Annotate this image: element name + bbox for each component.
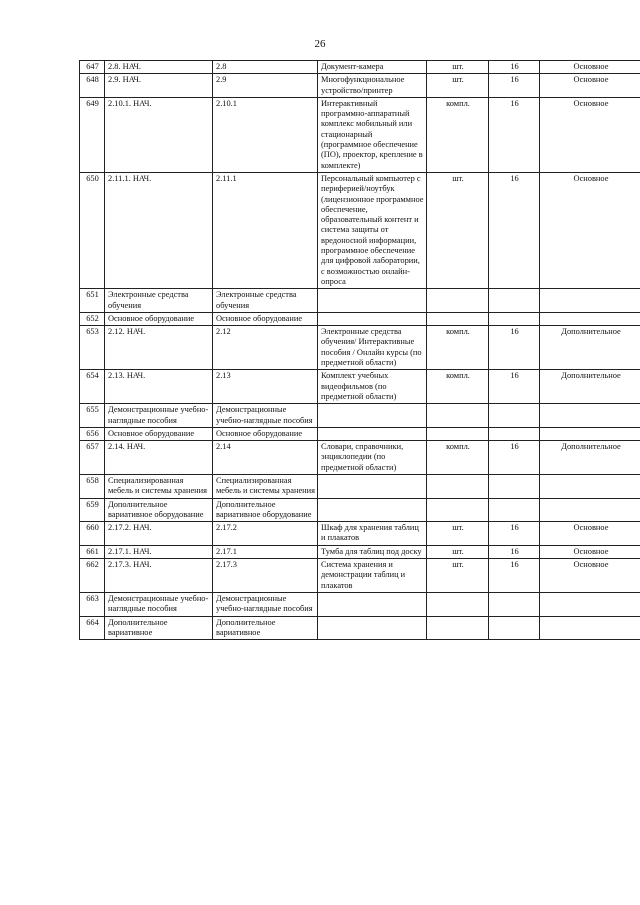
row-number-cell: 654 xyxy=(80,370,105,404)
quantity-cell xyxy=(489,474,540,498)
item-name-cell: Словари, справочники, энциклопедии (по предметной области) xyxy=(318,441,427,475)
row-number-cell: 661 xyxy=(80,545,105,558)
row-number-cell: 663 xyxy=(80,592,105,616)
row-number-cell: 653 xyxy=(80,326,105,370)
equipment-type-cell: Дополнительное xyxy=(540,326,640,370)
table-row xyxy=(80,474,640,498)
reference-cell: Специализированная мебель и системы хранения xyxy=(213,474,318,498)
row-number-cell: 650 xyxy=(80,172,105,288)
reference-cell: 2.17.3 xyxy=(213,559,318,593)
table-row xyxy=(80,616,640,640)
row-number-cell: 658 xyxy=(80,474,105,498)
quantity-cell xyxy=(489,427,540,440)
code-cell: 2.10.1. НАЧ. xyxy=(105,97,213,172)
reference-cell: 2.13 xyxy=(213,370,318,404)
table-row xyxy=(80,289,640,313)
item-name-cell: Документ-камера xyxy=(318,61,427,74)
code-cell: Электронные средства обучения xyxy=(105,289,213,313)
page-number: 26 xyxy=(314,38,326,50)
row-number-cell: 647 xyxy=(80,61,105,74)
code-cell: Дополнительное вариативное оборудование xyxy=(105,498,213,522)
quantity-cell: 16 xyxy=(489,522,540,546)
table-row xyxy=(80,370,640,404)
code-cell: Демонстрационные учебно-наглядные пособия xyxy=(105,592,213,616)
equipment-type-cell: Дополнительное xyxy=(540,370,640,404)
quantity-cell xyxy=(489,498,540,522)
reference-cell: Дополнительное вариативное оборудование xyxy=(213,498,318,522)
table-row xyxy=(80,427,640,440)
unit-cell: компл. xyxy=(427,97,489,172)
table-row xyxy=(80,441,640,475)
code-cell: 2.17.2. НАЧ. xyxy=(105,522,213,546)
equipment-type-cell xyxy=(540,592,640,616)
code-cell: Основное оборудование xyxy=(105,312,213,325)
item-name-cell xyxy=(318,616,427,640)
reference-cell: Основное оборудование xyxy=(213,312,318,325)
reference-cell: Демонстрационные учебно-наглядные пособия xyxy=(213,592,318,616)
unit-cell xyxy=(427,289,489,313)
row-number-cell: 649 xyxy=(80,97,105,172)
reference-cell: Основное оборудование xyxy=(213,427,318,440)
quantity-cell: 16 xyxy=(489,97,540,172)
equipment-type-cell xyxy=(540,404,640,428)
code-cell: Демонстрационные учебно-наглядные пособия xyxy=(105,404,213,428)
item-name-cell: Персональный компьютер с периферией/ноутбук (лицензионное программное обеспечение, образовательный контент и система защиты от вредоносной информации, программное обеспечение для цифровой лаборатории, с возможностью онлайн-опроса xyxy=(318,172,427,288)
code-cell: 2.13. НАЧ. xyxy=(105,370,213,404)
quantity-cell xyxy=(489,312,540,325)
code-cell: Основное оборудование xyxy=(105,427,213,440)
reference-cell: Дополнительное вариативное xyxy=(213,616,318,640)
quantity-cell xyxy=(489,616,540,640)
equipment-type-cell xyxy=(540,289,640,313)
row-number-cell: 652 xyxy=(80,312,105,325)
equipment-table xyxy=(79,60,640,640)
item-name-cell xyxy=(318,498,427,522)
row-number-cell: 656 xyxy=(80,427,105,440)
equipment-type-cell xyxy=(540,427,640,440)
quantity-cell xyxy=(489,289,540,313)
unit-cell xyxy=(427,498,489,522)
unit-cell: шт. xyxy=(427,545,489,558)
table-row xyxy=(80,404,640,428)
item-name-cell xyxy=(318,289,427,313)
quantity-cell: 16 xyxy=(489,74,540,98)
item-name-cell xyxy=(318,312,427,325)
equipment-type-cell xyxy=(540,498,640,522)
equipment-type-cell xyxy=(540,616,640,640)
code-cell: 2.17.3. НАЧ. xyxy=(105,559,213,593)
reference-cell: 2.17.1 xyxy=(213,545,318,558)
table-body xyxy=(80,61,640,640)
table-row xyxy=(80,74,640,98)
quantity-cell: 16 xyxy=(489,545,540,558)
item-name-cell: Интерактивный программно-аппаратный комплекс мобильный или стационарный (программное обеспечение (ПО), проектор, крепление в комплекте) xyxy=(318,97,427,172)
unit-cell xyxy=(427,592,489,616)
equipment-type-cell: Основное xyxy=(540,97,640,172)
unit-cell xyxy=(427,312,489,325)
row-number-cell: 655 xyxy=(80,404,105,428)
unit-cell: компл. xyxy=(427,370,489,404)
equipment-type-cell: Основное xyxy=(540,545,640,558)
unit-cell xyxy=(427,404,489,428)
reference-cell: 2.14 xyxy=(213,441,318,475)
item-name-cell: Многофункциональное устройство/принтер xyxy=(318,74,427,98)
quantity-cell: 16 xyxy=(489,61,540,74)
equipment-type-cell xyxy=(540,312,640,325)
table-row xyxy=(80,545,640,558)
unit-cell: компл. xyxy=(427,326,489,370)
reference-cell: 2.8 xyxy=(213,61,318,74)
code-cell: 2.12. НАЧ. xyxy=(105,326,213,370)
reference-cell: Демонстрационные учебно-наглядные пособия xyxy=(213,404,318,428)
unit-cell: шт. xyxy=(427,559,489,593)
row-number-cell: 662 xyxy=(80,559,105,593)
unit-cell: шт. xyxy=(427,74,489,98)
reference-cell: 2.10.1 xyxy=(213,97,318,172)
code-cell: 2.9. НАЧ. xyxy=(105,74,213,98)
unit-cell: компл. xyxy=(427,441,489,475)
table-row xyxy=(80,312,640,325)
code-cell: 2.11.1. НАЧ. xyxy=(105,172,213,288)
quantity-cell: 16 xyxy=(489,559,540,593)
reference-cell: 2.9 xyxy=(213,74,318,98)
table-row xyxy=(80,97,640,172)
item-name-cell xyxy=(318,404,427,428)
quantity-cell xyxy=(489,404,540,428)
row-number-cell: 648 xyxy=(80,74,105,98)
item-name-cell: Комплект учебных видеофильмов (по предметной области) xyxy=(318,370,427,404)
table-row xyxy=(80,172,640,288)
quantity-cell: 16 xyxy=(489,172,540,288)
code-cell: Специализированная мебель и системы хранения xyxy=(105,474,213,498)
equipment-type-cell xyxy=(540,474,640,498)
table-row xyxy=(80,522,640,546)
table-row xyxy=(80,61,640,74)
table-row xyxy=(80,498,640,522)
row-number-cell: 659 xyxy=(80,498,105,522)
quantity-cell: 16 xyxy=(489,370,540,404)
quantity-cell: 16 xyxy=(489,326,540,370)
row-number-cell: 651 xyxy=(80,289,105,313)
equipment-type-cell: Дополнительное xyxy=(540,441,640,475)
unit-cell xyxy=(427,474,489,498)
unit-cell: шт. xyxy=(427,61,489,74)
equipment-type-cell: Основное xyxy=(540,61,640,74)
item-name-cell xyxy=(318,474,427,498)
quantity-cell xyxy=(489,592,540,616)
table-row xyxy=(80,326,640,370)
reference-cell: Электронные средства обучения xyxy=(213,289,318,313)
unit-cell xyxy=(427,616,489,640)
unit-cell xyxy=(427,427,489,440)
row-number-cell: 664 xyxy=(80,616,105,640)
row-number-cell: 660 xyxy=(80,522,105,546)
item-name-cell: Шкаф для хранения таблиц и плакатов xyxy=(318,522,427,546)
table-row xyxy=(80,559,640,593)
equipment-type-cell: Основное xyxy=(540,522,640,546)
equipment-type-cell: Основное xyxy=(540,559,640,593)
code-cell: 2.14. НАЧ. xyxy=(105,441,213,475)
item-name-cell xyxy=(318,592,427,616)
code-cell: 2.8. НАЧ. xyxy=(105,61,213,74)
table-row xyxy=(80,592,640,616)
quantity-cell: 16 xyxy=(489,441,540,475)
reference-cell: 2.11.1 xyxy=(213,172,318,288)
item-name-cell: Система хранения и демонстрации таблиц и плакатов xyxy=(318,559,427,593)
unit-cell: шт. xyxy=(427,522,489,546)
unit-cell: шт. xyxy=(427,172,489,288)
code-cell: Дополнительное вариативное xyxy=(105,616,213,640)
equipment-type-cell: Основное xyxy=(540,172,640,288)
reference-cell: 2.12 xyxy=(213,326,318,370)
item-name-cell: Тумба для таблиц под доску xyxy=(318,545,427,558)
item-name-cell: Электронные средства обучения/ Интерактивные пособия / Онлайн курсы (по предметной области) xyxy=(318,326,427,370)
reference-cell: 2.17.2 xyxy=(213,522,318,546)
item-name-cell xyxy=(318,427,427,440)
equipment-type-cell: Основное xyxy=(540,74,640,98)
code-cell: 2.17.1. НАЧ. xyxy=(105,545,213,558)
row-number-cell: 657 xyxy=(80,441,105,475)
